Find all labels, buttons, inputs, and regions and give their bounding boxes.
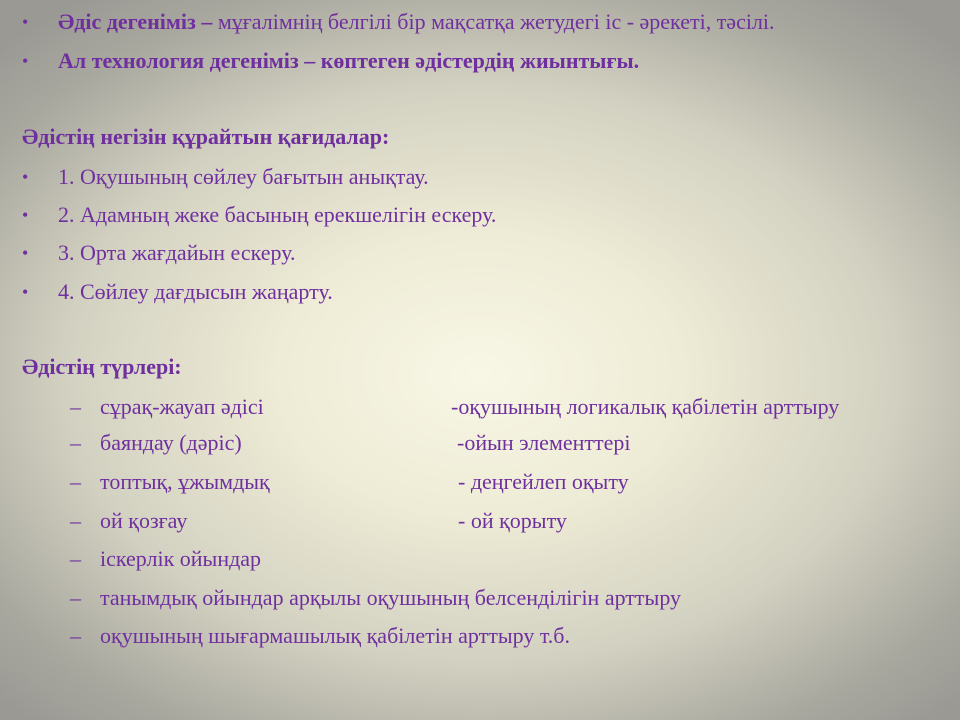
rule-text: 4. Сөйлеу дағдысын жаңарту.: [58, 279, 333, 304]
type-name: ой қозғау: [100, 508, 188, 533]
dash-icon: –: [70, 546, 81, 571]
dash-icon: –: [70, 469, 81, 494]
type-goal: - деңгейлеп оқыту: [458, 469, 629, 494]
rule-text: 1. Оқушының сөйлеу бағытын анықтау.: [58, 164, 429, 189]
bullet-icon: •: [22, 282, 29, 302]
intro-text: [58, 9, 775, 35]
type-name: іскерлік ойындар: [100, 546, 262, 571]
type-name: оқушының шығармашылық қабілетін арттыру т.б.: [100, 623, 570, 648]
rules-heading: Әдістің негізін құрайтын қағидалар:: [22, 124, 390, 149]
bullet-icon: •: [22, 205, 29, 225]
method-definition: мұғалімнің белгілі бір мақсатқа жетудегі іс - әрекеті, тәсілі.: [217, 9, 775, 34]
dash-icon: –: [70, 623, 81, 648]
types-heading: Әдістің түрлері:: [22, 354, 182, 379]
bullet-icon: •: [22, 167, 29, 187]
type-goal: - ой қорыту: [458, 508, 567, 533]
bullet-icon: •: [22, 12, 29, 32]
rule-text: 2. Адамның жеке басының ерекшелігін ескеру.: [58, 202, 497, 227]
dash-icon: –: [70, 430, 81, 455]
type-name: сұрақ-жауап әдісі: [100, 394, 264, 419]
dash-icon: –: [70, 394, 81, 419]
type-name: танымдық ойындар арқылы оқушының белсенділігін арттыру: [100, 585, 682, 610]
type-goal: -оқушының логикалық қабілетін арттыру: [451, 394, 840, 419]
technology-definition: Ал технология дегеніміз – көптеген әдістердің жиынтығы.: [58, 48, 640, 73]
type-name: топтық, ұжымдық: [100, 469, 270, 494]
dash-icon: –: [70, 508, 81, 533]
dash-icon: –: [70, 585, 81, 610]
rule-text: 3. Орта жағдайын ескеру.: [58, 240, 296, 265]
bullet-icon: •: [22, 51, 29, 71]
method-term: Әдіс дегеніміз –: [58, 9, 218, 34]
bullet-icon: •: [22, 243, 29, 263]
type-name: баяндау (дәріс): [100, 430, 242, 455]
type-goal: -ойын элементтері: [457, 430, 631, 455]
